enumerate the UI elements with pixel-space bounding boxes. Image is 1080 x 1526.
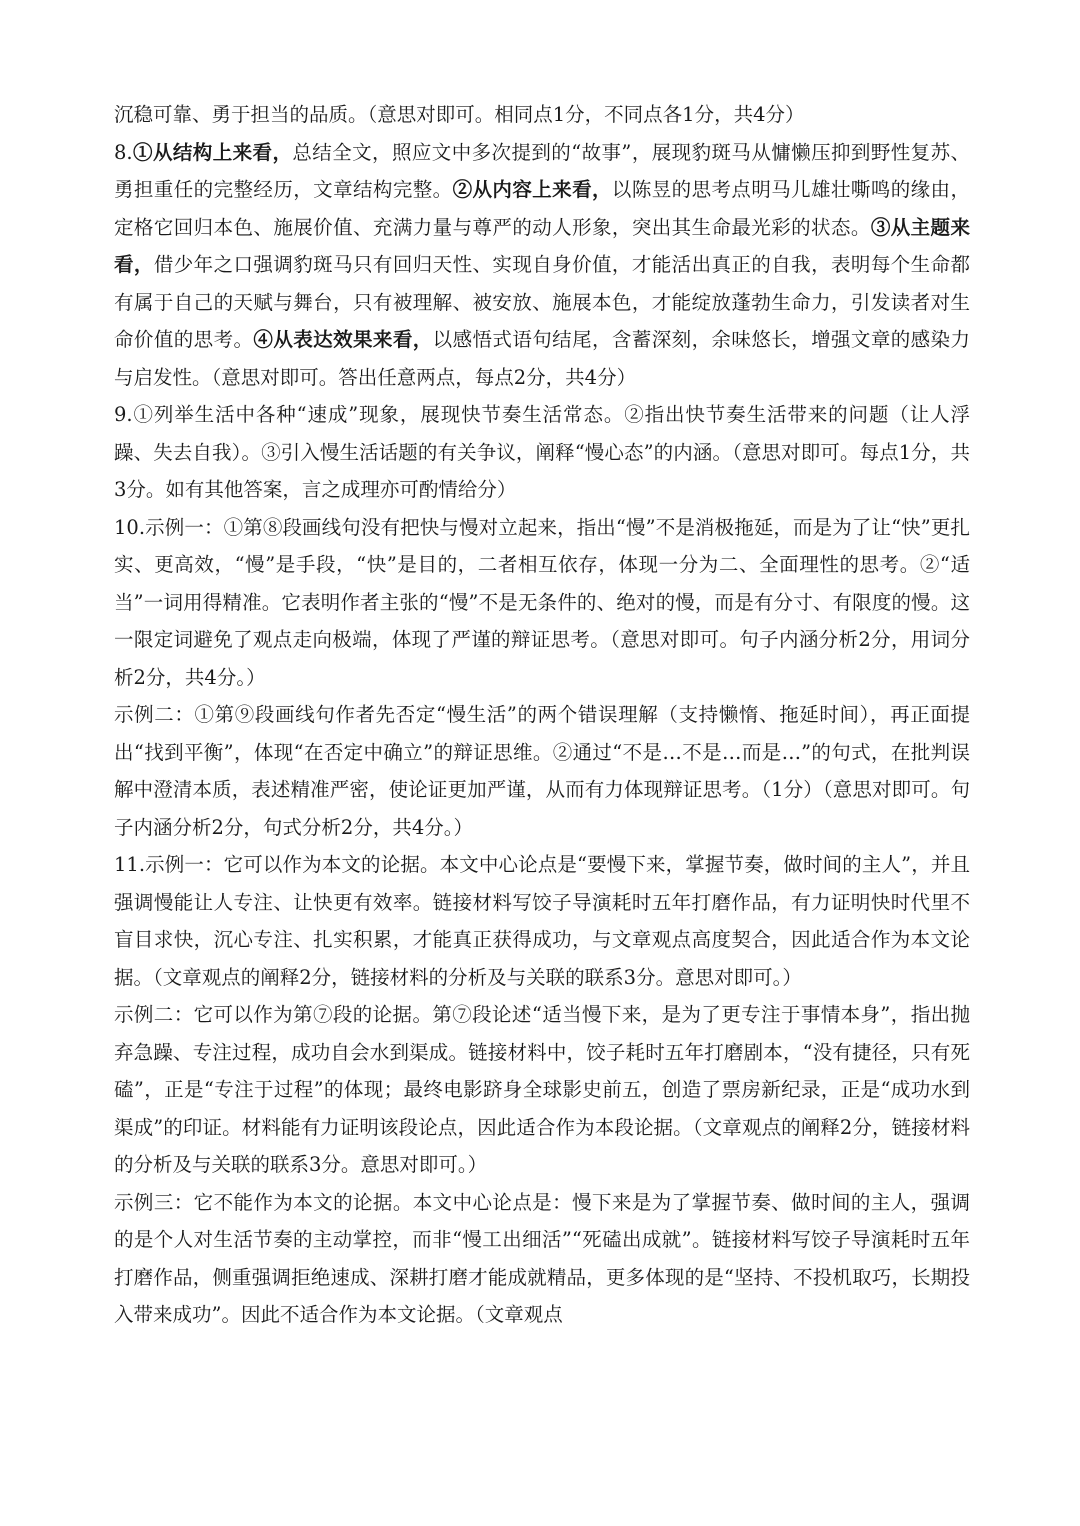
answer-7-tail: 沉稳可靠、勇于担当的品质。（意思对即可。相同点1分，不同点各1分，共4分） xyxy=(114,103,805,126)
answer-8-point2-label: ②从内容上来看， xyxy=(452,178,612,201)
answer-10-example-2: 示例二：①第⑨段画线句作者先否定“慢生活”的两个错误理解（支持懒惰、拖延时间），再正面提出“找到平衡”，体现“在否定中确立”的辩证思维。②通过“不是…不是…而是…”的句式，在批判误解中澄清本质，表述精准严密，使论证更加严谨，从而有力体现辩证思考。（1分）（意思对即可。句子内涵分析2分，句式分析2分，共4分。） xyxy=(114,703,970,839)
answer-8-point4-text: 以感悟式语句结尾，含蓄深刻，余味悠长，增强文章的感染力与启发性。（意思对即可。答出任意两点，每点2分，共4分） xyxy=(114,328,970,389)
answer-8-point4-label: ④从表达效果来看， xyxy=(253,328,433,351)
answer-8-point1-label: ①从结构上来看， xyxy=(132,140,293,164)
answer-11-example-2: 示例二：它可以作为第⑦段的论据。第⑦段论述“适当慢下来，是为了更专注于事情本身”，指出抛弃急躁、专注过程，成功自会水到渠成。链接材料中，饺子耗时五年打磨剧本，“没有捷径，只有死磕”，正是“专注于过程”的体现；最终电影跻身全球影史前五，创造了票房新纪录，正是“成功水到渠成”的印证。材料能有力证明该段论点，因此适合作为本段论据。（文章观点的阐释2分，链接材料的分析及与关联的联系3分。意思对即可。） xyxy=(114,1003,970,1176)
answer-8-point1-text: 总结全文，照应文中多次提到的“故事”，展现豹斑马从慵懒压抑到野性复苏、勇担重任的完整经历，文章结构完整。 xyxy=(114,140,970,201)
answer-11-example-1: 11.示例一：它可以作为本文的论据。本文中心论点是“要慢下来，掌握节奏，做时间的主人”，并且强调慢能让人专注、让快更有效率。链接材料写饺子导演耗时五年打磨作品，有力证明快时代里不盲目求快，沉心专注、扎实积累，才能真正获得成功，与文章观点高度契合，因此适合作为本文论据。（文章观点的阐释2分，链接材料的分析及与关联的联系3分。意思对即可。） xyxy=(114,853,970,989)
answer-8 xyxy=(114,134,970,397)
answer-10-example-1: 10.示例一：①第⑧段画线句没有把快与慢对立起来，指出“慢”不是消极拖延，而是为了让“快”更扎实、更高效，“慢”是手段，“快”是目的，二者相互依存，体现一分为二、全面理性的思考。②“适当”一词用得精准。它表明作者主张的“慢”不是无条件的、绝对的慢，而是有分寸、有限度的慢。这一限定词避免了观点走向极端，体现了严谨的辩证思考。（意思对即可。句子内涵分析2分，用词分析2分，共4分。） xyxy=(114,515,970,689)
answer-9: 9.①列举生活中各种“速成”现象，展现快节奏生活常态。②指出快节奏生活带来的问题（让人浮躁、失去自我）。③引入慢生活话题的有关争议，阐释“慢心态”的内涵。（意思对即可。每点1分，共3分。如有其他答案，言之成理亦可酌情给分） xyxy=(114,403,970,501)
answer-text-block xyxy=(114,96,970,1334)
answer-11-example-3: 示例三：它不能作为本文的论据。本文中心论点是：慢下来是为了掌握节奏、做时间的主人，强调的是个人对生活节奏的主动掌控，而非“慢工出细活”“死磕出成就”。链接材料写饺子导演耗时五年打磨作品，侧重强调拒绝速成、深耕打磨才能成就精品，更多体现的是“坚持、不投机取巧，长期投入带来成功”。因此不适合作为本文论据。（文章观点 xyxy=(114,1190,970,1326)
answer-8-number: 8. xyxy=(114,140,133,164)
answer-8-point3-text: 借少年之口强调豹斑马只有回归天性、实现自身价值，才能活出真正的自我，表明每个生命都有属于自己的天赋与舞台，只有被理解、被安放、施展本色，才能绽放蓬勃生命力，引发读者对生命价值的思考。 xyxy=(114,253,970,351)
answer-8-point2-text: 以陈昱的思考点明马儿雄壮嘶鸣的缘由，定格它回归本色、施展价值、充满力量与尊严的动人形象，突出其生命最光彩的状态。 xyxy=(114,178,970,239)
answer-8-point3-label: ③从主题来看， xyxy=(114,215,970,276)
